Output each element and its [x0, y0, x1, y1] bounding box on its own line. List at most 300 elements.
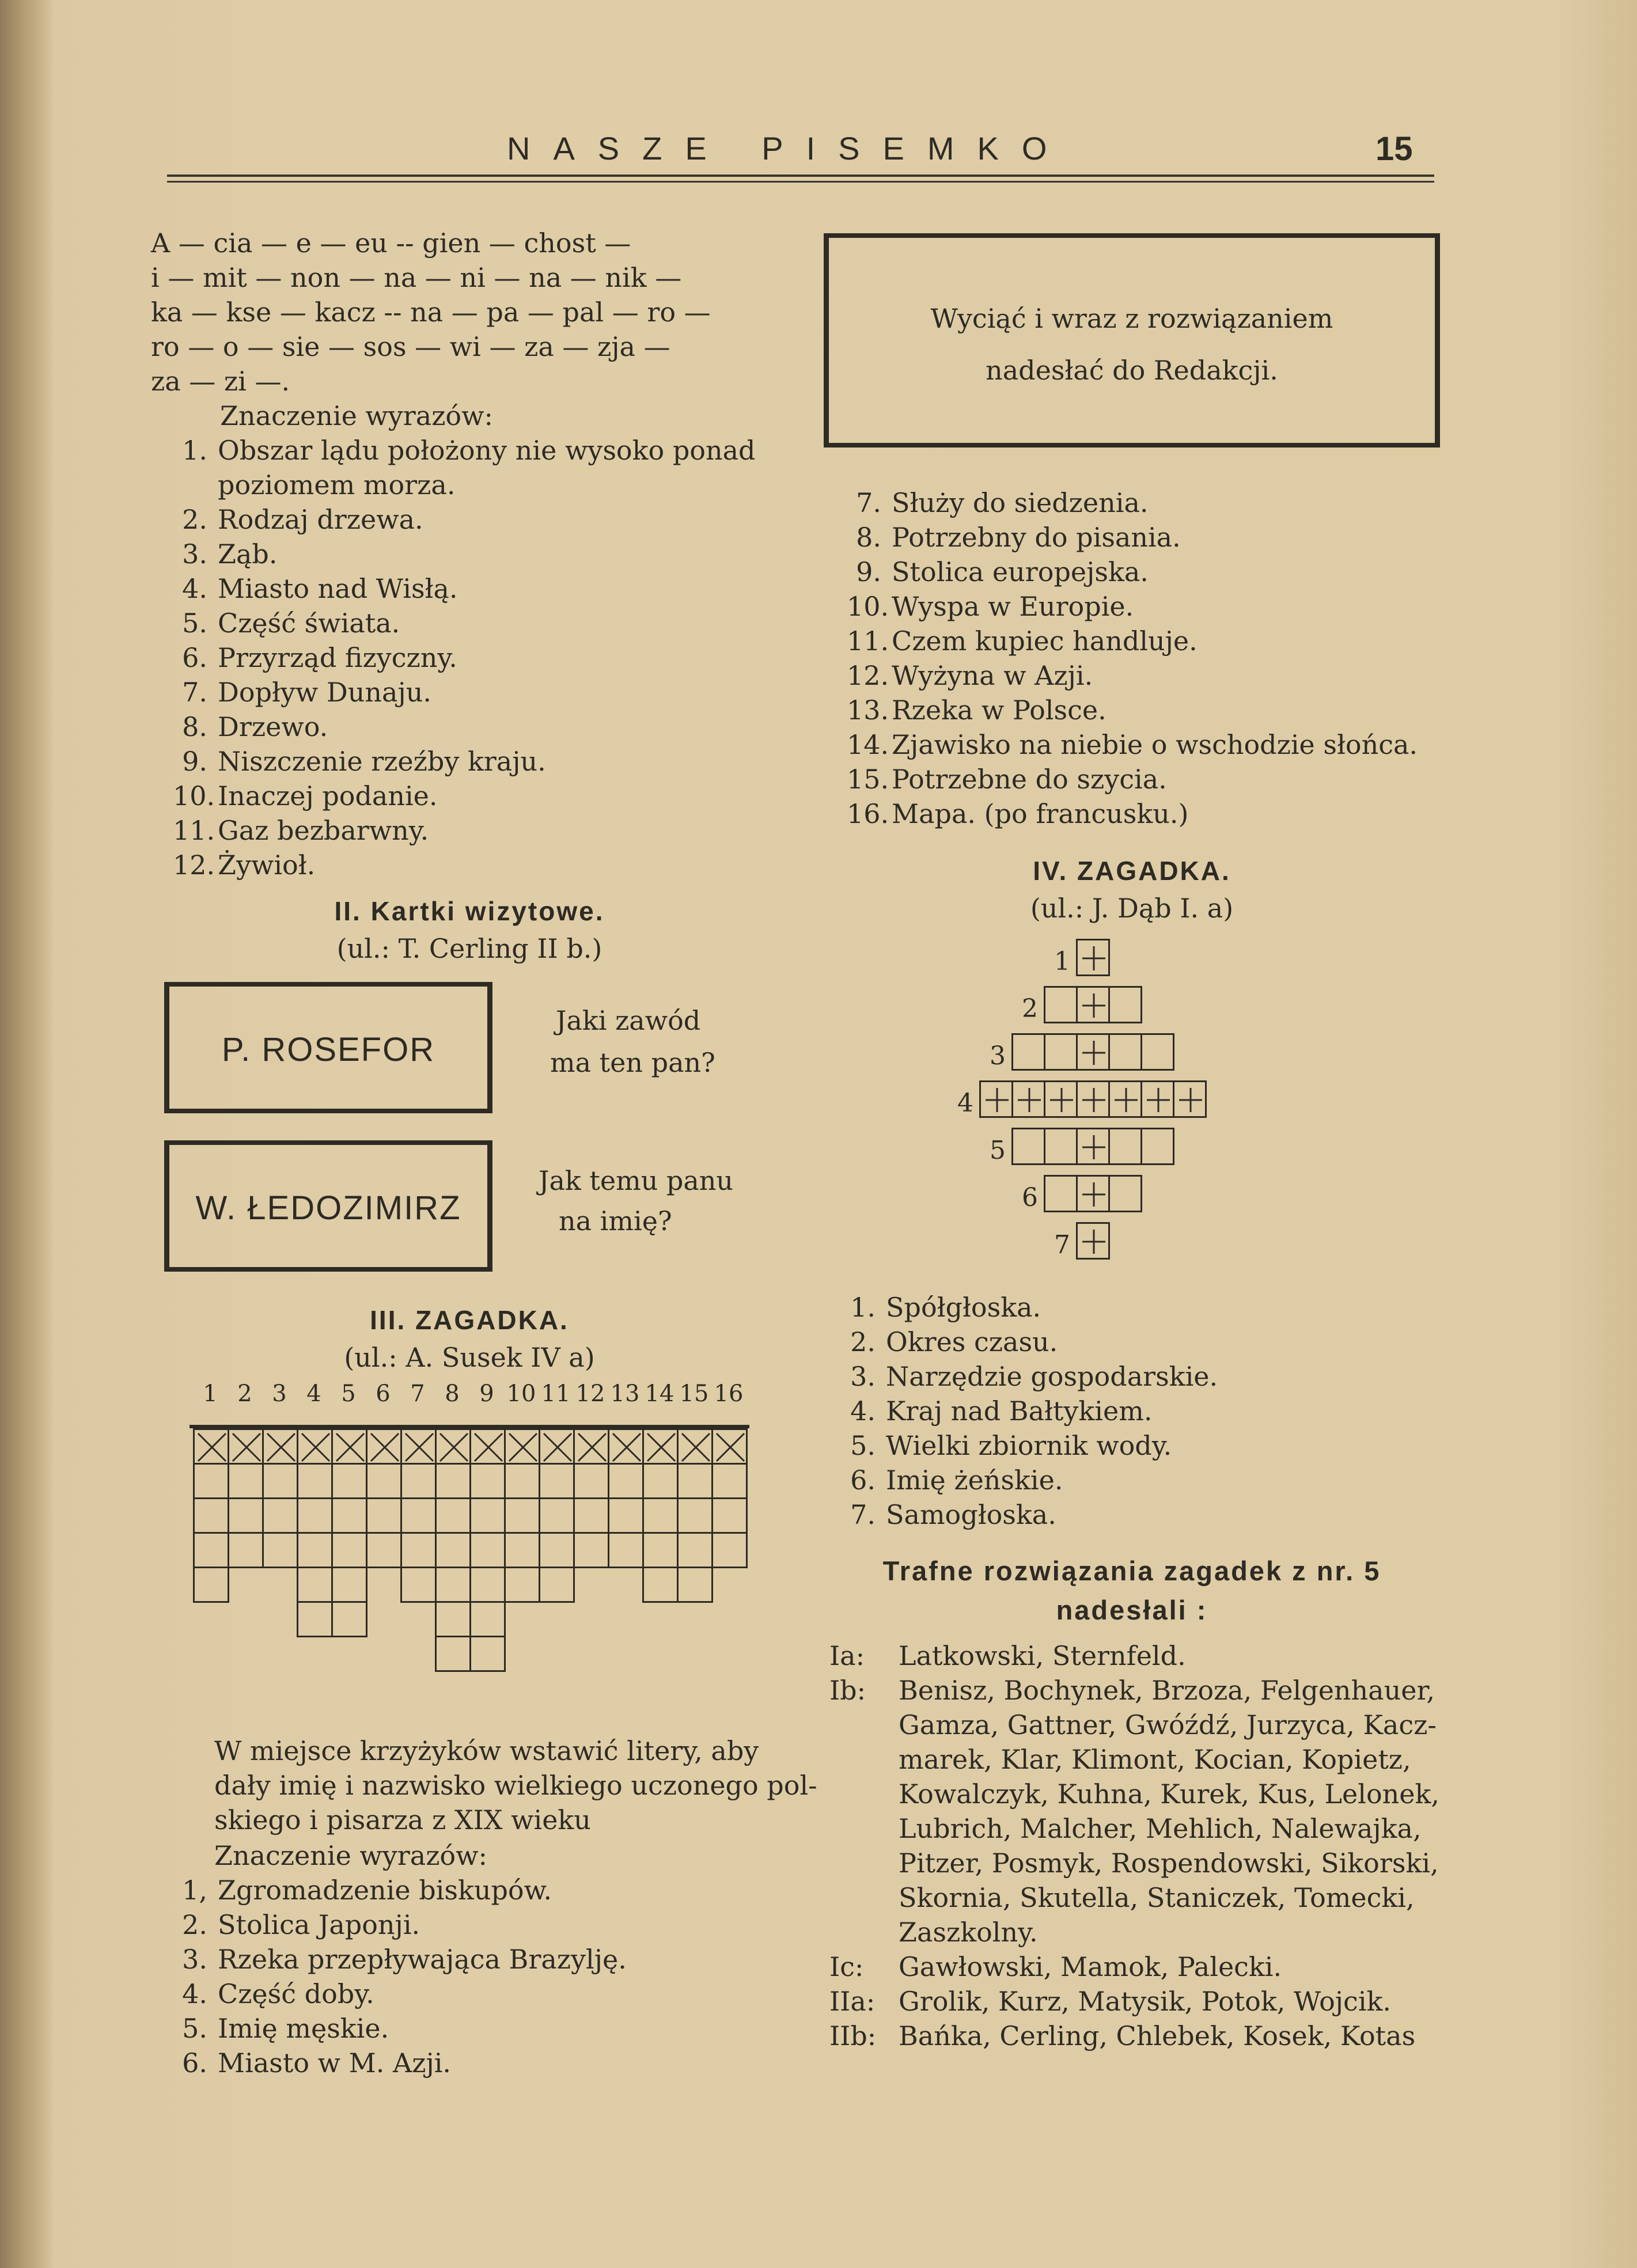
list-item: [173, 2046, 627, 2080]
solver-names: Skornia, Skutella, Staniczek, Tomecki,: [899, 1882, 1415, 1913]
crossed-cell: [469, 1428, 506, 1465]
puzzle4-heading: IV. ZAGADKA.: [1033, 856, 1231, 886]
column-number: 12: [575, 1380, 605, 1407]
crossed-cell: [573, 1428, 609, 1465]
grid-cell: [469, 1601, 506, 1637]
grid-cell: [469, 1463, 506, 1499]
cross-mark: [540, 1430, 575, 1465]
item-text: Potrzebne do szycia.: [892, 764, 1167, 795]
item-number: 7.: [850, 1499, 876, 1530]
plus-mark: [981, 1082, 1013, 1118]
plus-mark: [1174, 1082, 1207, 1118]
column-number: 13: [610, 1380, 640, 1407]
item-text: Samogłoska.: [886, 1499, 1056, 1530]
list-item: [847, 658, 1418, 693]
class-label: IIa:: [829, 1986, 876, 2017]
solver-names: Pitzer, Posmyk, Rospendowski, Sikorski,: [899, 1848, 1439, 1879]
item-number: 2.: [182, 504, 207, 535]
item-text: Mapa. (po francusku.): [892, 798, 1189, 829]
item-text: Zgromadzenie biskupów.: [218, 1875, 552, 1906]
item-text: Miasto w M. Azji.: [218, 2047, 452, 2079]
puzzle3-grid: [193, 1428, 746, 1711]
cutout-line-2: nadesłać do Redakcji.: [986, 355, 1278, 386]
item-number: 15.: [847, 764, 889, 795]
grid-cell: [1108, 1033, 1142, 1071]
class-label: IIb:: [829, 2020, 877, 2051]
item-number: 3.: [182, 1944, 207, 1975]
item-text: Kraj nad Bałtykiem.: [886, 1395, 1153, 1427]
grid-cell: [1076, 1033, 1110, 1071]
class-label: Ib:: [829, 1675, 866, 1706]
list-item: [173, 606, 755, 640]
item-number: 5.: [182, 608, 207, 639]
item-number: 4.: [182, 573, 207, 604]
syllable-line: ro — o — sie — sos — wi — za — zja —: [151, 331, 670, 362]
cross-mark: [333, 1430, 367, 1465]
grid-cell: [193, 1463, 229, 1499]
column-number: 4: [306, 1380, 321, 1407]
card1-text: P. ROSEFOR: [221, 1031, 435, 1068]
book-spine-shadow: [0, 0, 55, 2268]
item-number: 8.: [856, 522, 881, 553]
puzzle3-author: (ul.: A. Susek IV a): [344, 1342, 595, 1373]
grid-cell: [400, 1532, 437, 1568]
grid-cell: [677, 1532, 713, 1568]
grid-cell: [297, 1463, 333, 1499]
syllable-line: za — zi —.: [151, 366, 290, 397]
grid-cell: [539, 1567, 575, 1603]
cross-mark: [713, 1430, 748, 1465]
item-text: Służy do siedzenia.: [892, 487, 1149, 518]
grid-cell: [435, 1532, 471, 1568]
item-text: Przyrząd fizyczny.: [218, 642, 457, 673]
grid-cell: [1108, 1128, 1142, 1165]
list-item: [847, 624, 1418, 658]
cross-mark: [229, 1430, 264, 1465]
list-item: [841, 1394, 1218, 1428]
list-item: [841, 1359, 1218, 1394]
grid-cell: [1076, 1175, 1110, 1212]
grid-cell: [711, 1463, 748, 1499]
list-item: [173, 710, 755, 744]
item-number: 12.: [847, 660, 889, 691]
grid-cell: [1011, 1128, 1045, 1165]
item-number: 1,: [182, 1875, 207, 1906]
list-item: [173, 433, 755, 468]
solver-names: Kowalczyk, Kuhna, Kurek, Kus, Lelonek,: [899, 1778, 1440, 1810]
cutout-line-1: Wyciąć i wraz z rozwiązaniem: [930, 303, 1333, 334]
cutout-notice-box: [824, 233, 1440, 447]
item-text: Drzewo.: [218, 711, 328, 742]
row-label: 3: [990, 1041, 1006, 1071]
item-number: 16.: [847, 798, 889, 829]
item-text: Rzeka w Polsce.: [892, 695, 1107, 726]
grid-cell: [435, 1567, 471, 1603]
plus-mark: [1078, 940, 1110, 976]
grid-cell: [469, 1497, 506, 1534]
list-item: [847, 727, 1418, 762]
column-number: 16: [714, 1380, 744, 1407]
grid-cell: [1044, 1128, 1078, 1165]
cross-mark: [609, 1430, 644, 1465]
grid-cell: [504, 1567, 540, 1603]
grid-cell: [1044, 1175, 1078, 1212]
puzzle4-author: (ul.: J. Dąb I. a): [1030, 893, 1234, 924]
grid-cell: [469, 1532, 506, 1568]
solver-names: Gawłowski, Mamok, Palecki.: [899, 1951, 1282, 1982]
list-item: [173, 537, 755, 571]
grid-cell: [469, 1567, 506, 1603]
grid-cell: [297, 1601, 333, 1637]
column-number: 3: [272, 1380, 287, 1407]
item-text: Spółgłoska.: [886, 1292, 1041, 1323]
grid-cell: [1108, 986, 1142, 1023]
list-item: [173, 468, 755, 502]
card2-question-a: Jak temu panu: [539, 1165, 734, 1196]
cross-mark: [402, 1430, 437, 1465]
grid-cell: [366, 1463, 402, 1499]
column-number: 6: [376, 1380, 391, 1407]
item-text: Wyżyna w Azji.: [892, 660, 1093, 691]
item-text: Inaczej podanie.: [218, 780, 438, 811]
item-number: 7.: [856, 487, 881, 518]
puzzle3-instructions: [214, 1734, 817, 1837]
meanings-list-2: [847, 486, 1418, 831]
item-number: 10.: [173, 780, 215, 811]
item-text: Dopływ Dunaju.: [218, 677, 431, 708]
grid-cell: [539, 1532, 575, 1568]
grid-cell: [642, 1532, 679, 1568]
grid-cell: [262, 1532, 298, 1568]
crossed-cell: [608, 1428, 644, 1465]
list-item: [173, 1907, 627, 1942]
grid-cell: [400, 1463, 437, 1499]
grid-cell: [1044, 1033, 1078, 1071]
list-item: [173, 1873, 627, 1907]
item-text: Część świata.: [218, 608, 400, 639]
list-item: [847, 486, 1418, 520]
item-number: 1.: [182, 435, 207, 466]
grid-cell: [642, 1497, 679, 1534]
grid-cell: [435, 1497, 471, 1534]
plus-mark: [1013, 1082, 1045, 1118]
solver-names: Latkowski, Sternfeld.: [899, 1640, 1186, 1671]
item-text: Gaz bezbarwny.: [218, 815, 429, 846]
grid-cell: [608, 1463, 644, 1499]
item-number: 8.: [182, 711, 207, 742]
item-text: Niszczenie rzeźby kraju.: [218, 746, 546, 777]
crossed-cell: [262, 1428, 298, 1465]
syllable-line: i — mit — non — na — ni — na — nik —: [151, 262, 682, 293]
list-item: [173, 779, 755, 813]
item-text: Żywioł.: [218, 849, 316, 881]
grid-cell: [1140, 1080, 1174, 1118]
grid-cell: [677, 1567, 713, 1603]
plus-mark: [1045, 1082, 1078, 1118]
list-item: [173, 744, 755, 779]
grid-cell: [677, 1497, 713, 1534]
list-item: [173, 640, 755, 675]
item-text: Wielki zbiornik wody.: [886, 1430, 1172, 1461]
column-number: 15: [679, 1380, 709, 1407]
item-text: Rzeka przepływająca Brazylję.: [218, 1944, 627, 1975]
item-number: 2.: [182, 1909, 207, 1940]
solver-names: marek, Klar, Klimont, Kocian, Kopietz,: [899, 1744, 1411, 1775]
list-item: [173, 675, 755, 710]
grid-cell: [573, 1463, 609, 1499]
grid-cell: [1076, 939, 1110, 976]
plus-mark: [1078, 1224, 1110, 1260]
grid-cell: [400, 1497, 437, 1534]
column-number: 1: [203, 1380, 218, 1407]
syllable-list: [151, 226, 711, 399]
item-number: 3.: [182, 538, 207, 570]
grid-cell: [1076, 1222, 1110, 1260]
crossed-cell: [297, 1428, 333, 1465]
grid-cell: [504, 1497, 540, 1534]
row-label: 2: [1022, 994, 1038, 1023]
grid-cell: [539, 1463, 575, 1499]
plus-mark: [1078, 1035, 1110, 1071]
list-item: [173, 1977, 627, 2011]
list-item: [841, 1463, 1218, 1497]
grid-cell: [331, 1463, 367, 1499]
grid-cell: [642, 1463, 679, 1499]
instruction-line: dały imię i nazwisko wielkiego uczonego pol-: [214, 1770, 817, 1801]
visiting-card-2: [164, 1140, 492, 1272]
crossed-cell: [193, 1428, 229, 1465]
plus-mark: [1078, 1177, 1110, 1212]
plus-mark: [1078, 1082, 1110, 1118]
item-number: 4.: [182, 1978, 207, 2009]
grid-cell: [435, 1463, 471, 1499]
list-item: [847, 589, 1418, 624]
grid-cell: [642, 1567, 679, 1603]
item-number: 12.: [173, 849, 215, 881]
grid-cell: [193, 1497, 229, 1534]
cross-mark: [264, 1430, 298, 1465]
grid-cell: [1011, 1080, 1045, 1118]
grid-cell: [228, 1532, 264, 1568]
card1-question-a: Jaki zawód: [556, 1005, 701, 1036]
grid-cell: [1173, 1080, 1207, 1118]
item-number: 7.: [182, 677, 207, 708]
grid-cell: [366, 1532, 402, 1568]
cards-author: (ul.: T. Cerling II b.): [336, 933, 602, 964]
list-item: [173, 2011, 627, 2046]
solvers-heading: Trafne rozwiązania zagadek z nr. 5: [882, 1556, 1381, 1586]
list-item: [173, 571, 755, 606]
card2-text: W. ŁEDOZIMIRZ: [195, 1189, 461, 1227]
item-number: 6.: [182, 642, 207, 673]
grid-cell: [711, 1532, 748, 1568]
grid-cell: [1044, 986, 1078, 1023]
grid-cell: [1108, 1080, 1142, 1118]
column-number: 8: [445, 1380, 460, 1407]
item-number: 14.: [847, 729, 889, 760]
column-number: 7: [410, 1380, 425, 1407]
class-label: Ia:: [829, 1640, 865, 1671]
grid-cell: [469, 1636, 506, 1672]
visiting-card-1: [164, 982, 492, 1113]
cross-mark: [298, 1430, 333, 1465]
cross-mark: [679, 1430, 713, 1465]
item-number: 9.: [182, 746, 207, 777]
cross-mark: [437, 1430, 471, 1465]
grid-cell: [539, 1497, 575, 1534]
header-rule-top: [167, 175, 1434, 177]
grid-cell: [573, 1497, 609, 1534]
list-item: [841, 1497, 1218, 1532]
item-text: Zjawisko na niebie o wschodzie słońca.: [892, 729, 1418, 760]
grid-cell: [228, 1463, 264, 1499]
item-text: Rodzaj drzewa.: [218, 504, 423, 535]
row-label: 7: [1054, 1230, 1070, 1260]
cross-mark: [367, 1430, 402, 1465]
column-number: 9: [479, 1380, 494, 1407]
grid-cell: [400, 1567, 437, 1603]
item-text: Narzędzie gospodarskie.: [886, 1361, 1218, 1392]
list-item: [847, 555, 1418, 589]
crossed-cell: [400, 1428, 437, 1465]
item-number: 6.: [182, 2047, 207, 2079]
grid-cell: [331, 1567, 367, 1603]
crossed-cell: [642, 1428, 679, 1465]
list-item: [847, 797, 1418, 831]
grid-cell: [677, 1463, 713, 1499]
grid-cell: [1140, 1033, 1174, 1071]
meaning-label-3: Znaczenie wyrazów:: [214, 1840, 487, 1871]
item-text: Stolica europejska.: [892, 556, 1149, 587]
item-number: 3.: [850, 1361, 876, 1392]
page-number: 15: [1375, 130, 1413, 168]
grid-cell: [1044, 1080, 1078, 1118]
instruction-line: skiego i pisarza z XIX wieku: [214, 1804, 591, 1835]
list-item: [173, 813, 755, 848]
puzzle4-meanings: [841, 1290, 1218, 1532]
plus-mark: [1078, 988, 1110, 1023]
grid-cell: [366, 1497, 402, 1534]
row-label: 1: [1054, 947, 1070, 976]
list-item: [847, 693, 1418, 727]
grid-cell: [228, 1497, 264, 1534]
grid-cell: [1108, 1175, 1142, 1212]
item-text: Czem kupiec handluje.: [892, 625, 1198, 657]
item-text: Ząb.: [218, 538, 278, 570]
column-number: 10: [506, 1380, 536, 1407]
cross-mark: [195, 1430, 229, 1465]
grid-cell: [504, 1463, 540, 1499]
item-number: 11.: [173, 815, 215, 846]
crossed-cell: [228, 1428, 264, 1465]
grid-cell: [1140, 1128, 1174, 1165]
grid-cell: [262, 1497, 298, 1534]
grid-cell: [573, 1532, 609, 1568]
item-number: 11.: [847, 625, 889, 657]
item-number: 5.: [850, 1430, 876, 1461]
solver-names: Grolik, Kurz, Matysik, Potok, Wojcik.: [899, 1986, 1392, 2017]
grid-cell: [331, 1497, 367, 1534]
list-item: [173, 848, 755, 882]
grid-cell: [193, 1567, 229, 1603]
row-label: 4: [957, 1089, 973, 1118]
grid-cell: [608, 1497, 644, 1534]
header-rule-bottom: [167, 181, 1434, 183]
cross-mark: [471, 1430, 506, 1465]
list-item: [847, 762, 1418, 797]
grid-cell: [262, 1463, 298, 1499]
grid-cell: [1011, 1033, 1045, 1071]
crossed-cell: [711, 1428, 748, 1465]
instruction-line: W miejsce krzyżyków wstawić litery, aby: [214, 1735, 759, 1766]
syllable-line: A — cia — e — eu -- gien — chost —: [151, 227, 631, 259]
grid-cell: [1076, 1080, 1110, 1118]
grid-cell: [1076, 986, 1110, 1023]
item-number: 6.: [850, 1465, 876, 1496]
list-item: [173, 502, 755, 537]
item-number: 1.: [850, 1292, 876, 1323]
item-text: Część doby.: [218, 1978, 374, 2009]
item-number: 9.: [856, 556, 881, 587]
puzzle3-meanings: [173, 1873, 627, 2080]
card1-question-b: ma ten pan?: [550, 1047, 715, 1078]
plus-mark: [1142, 1082, 1174, 1118]
grid-cell: [711, 1497, 748, 1534]
column-number: 5: [341, 1380, 356, 1407]
card2-question-b: na imię?: [559, 1205, 672, 1237]
list-item: [847, 520, 1418, 555]
solvers-subheading: nadesłali :: [1056, 1595, 1208, 1625]
list-item: [841, 1325, 1218, 1359]
row-label: 5: [990, 1136, 1006, 1165]
item-text: Potrzebny do pisania.: [892, 522, 1181, 553]
item-text: Imię męskie.: [218, 2013, 389, 2044]
crossed-cell: [435, 1428, 471, 1465]
crossed-cell: [331, 1428, 367, 1465]
item-text: Imię żeńskie.: [886, 1465, 1063, 1496]
solver-names: Gamza, Gattner, Gwóźdź, Jurzyca, Kacz-: [899, 1709, 1437, 1740]
grid-cell: [979, 1080, 1013, 1118]
item-text: poziomem morza.: [218, 469, 456, 500]
cross-mark: [644, 1430, 679, 1465]
cross-mark: [506, 1430, 540, 1465]
grid-cell: [331, 1601, 367, 1637]
item-text: Miasto nad Wisłą.: [218, 573, 458, 604]
crossed-cell: [677, 1428, 713, 1465]
crossed-cell: [504, 1428, 540, 1465]
row-label: 6: [1022, 1183, 1038, 1212]
item-number: 2.: [850, 1326, 876, 1357]
item-text: Wyspa w Europie.: [892, 591, 1134, 622]
item-text: Obszar lądu położony nie wysoko ponad: [218, 435, 756, 466]
item-text: Okres czasu.: [886, 1326, 1058, 1357]
meaning-label-1: Znaczenie wyrazów:: [220, 400, 493, 431]
item-number: 10.: [847, 591, 889, 622]
grid-cell: [435, 1601, 471, 1637]
column-number: 14: [645, 1380, 674, 1407]
grid-cell: [504, 1532, 540, 1568]
item-number: 5.: [182, 2013, 207, 2044]
column-number: 11: [541, 1380, 571, 1407]
plus-mark: [1110, 1082, 1142, 1118]
grid-cell: [435, 1636, 471, 1672]
grid-cell: [1076, 1128, 1110, 1165]
crossed-cell: [366, 1428, 402, 1465]
grid-cell: [297, 1497, 333, 1534]
solver-names: Bańka, Cerling, Chlebek, Kosek, Kotas: [899, 2020, 1416, 2051]
puzzle4-grid: [933, 939, 1313, 1284]
syllable-line: ka — kse — kacz -- na — pa — pal — ro —: [151, 297, 711, 328]
